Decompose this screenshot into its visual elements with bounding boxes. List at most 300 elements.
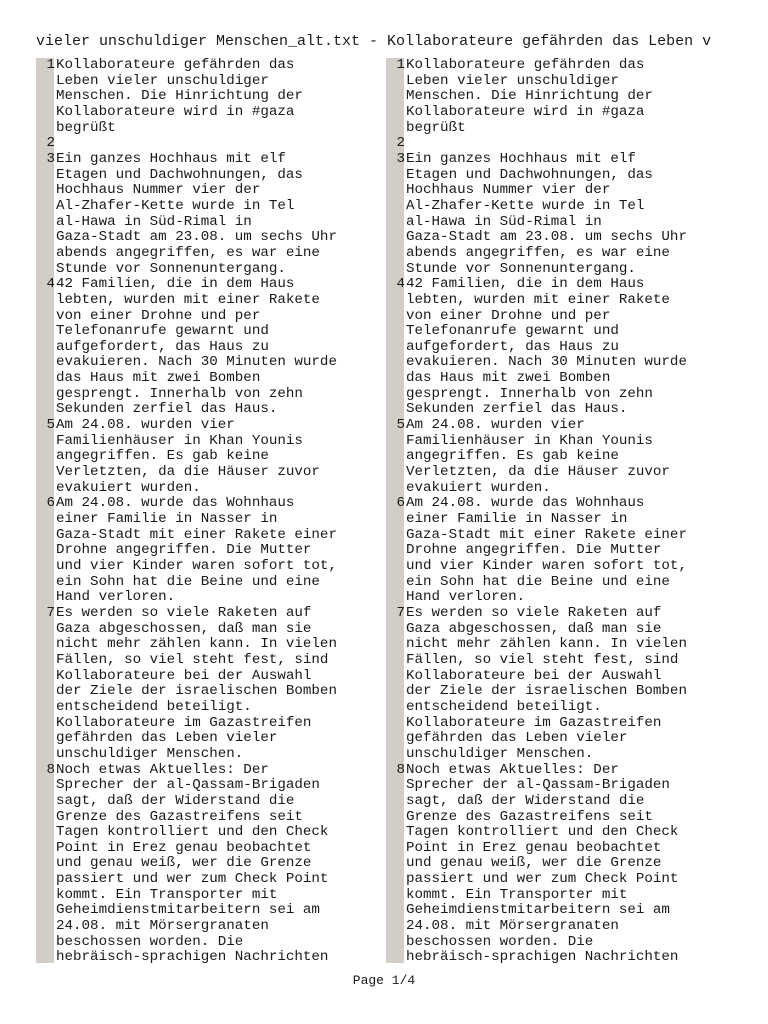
line-text: Menschen. Die Hinrichtung der (406, 88, 653, 105)
paragraph-number (36, 919, 55, 935)
paragraph-number (386, 841, 405, 857)
line-text: gefährden das Leben vieler (406, 730, 628, 747)
line-text: das Haus mit zwei Bomben (56, 370, 261, 387)
text-line (36, 434, 386, 450)
line-text: Kollaborateure wird in #gaza (406, 103, 645, 120)
line-text: gesprengt. Innerhalb von zehn (406, 385, 653, 402)
text-line (36, 575, 386, 591)
text-line (386, 763, 736, 779)
line-text: kommt. Ein Transporter mit (406, 886, 628, 903)
paragraph-number (36, 825, 55, 841)
paragraph-number (386, 559, 405, 575)
line-text: gesprengt. Innerhalb von zehn (56, 385, 303, 402)
text-line (386, 512, 736, 528)
paragraph-number (36, 371, 55, 387)
paragraph-number (386, 183, 405, 199)
paragraph-number (36, 559, 55, 575)
text-line (36, 309, 386, 325)
paragraph-number (386, 465, 405, 481)
text-line (386, 810, 736, 826)
text-line (36, 778, 386, 794)
line-text: Es werden so viele Raketen auf (406, 604, 662, 621)
paragraph-number: 6 (46, 495, 55, 512)
paragraph-number (386, 716, 405, 732)
line-text: Verletzten, da die Häuser zuvor (406, 464, 670, 481)
text-line (36, 856, 386, 872)
text-line (36, 528, 386, 544)
line-text: Noch etwas Aktuelles: Der (406, 761, 619, 778)
line-text: aufgefordert, das Haus zu (56, 338, 269, 355)
paragraph-number (386, 794, 405, 810)
paragraph-number (36, 465, 55, 481)
text-line (36, 387, 386, 403)
line-text: beschossen worden. Die (406, 933, 594, 950)
text-line (386, 669, 736, 685)
text-line (36, 481, 386, 497)
paragraph-number (386, 121, 405, 137)
page-footer: Page 1/4 (352, 973, 416, 988)
text-line (36, 183, 386, 199)
paragraph-number (386, 449, 405, 465)
paragraph-number (36, 872, 55, 888)
paragraph-number (36, 528, 55, 544)
line-text: abends angegriffen, es war eine (56, 244, 320, 261)
line-text: 42 Familien, die in dem Haus (406, 276, 645, 293)
line-text: Leben vieler unschuldiger (56, 72, 269, 89)
line-text: Geheimdienstmitarbeitern sei am (406, 902, 670, 919)
line-text: begrüßt (406, 119, 466, 136)
line-text: Familienhäuser in Khan Younis (56, 432, 303, 449)
text-line (386, 700, 736, 716)
line-text: Sprecher der al-Qassam-Brigaden (56, 777, 320, 794)
text-line (36, 496, 386, 512)
line-text: Kollaborateure im Gazastreifen (406, 714, 662, 731)
text-line (386, 387, 736, 403)
paragraph-number (386, 528, 405, 544)
text-line (386, 402, 736, 418)
line-text: passiert und wer zum Check Point (406, 871, 679, 888)
paragraph-number (386, 168, 405, 184)
text-line (386, 89, 736, 105)
line-text: Kollaborateure wird in #gaza (56, 103, 295, 120)
paragraph-number (36, 481, 55, 497)
line-text: 24.08. mit Mörsergranaten (56, 918, 269, 935)
paragraph-number (386, 637, 405, 653)
paragraph-number: 3 (46, 150, 55, 167)
text-line (36, 731, 386, 747)
text-line (386, 950, 736, 963)
line-text: Etagen und Dachwohnungen, das (56, 166, 303, 183)
text-line (386, 418, 736, 434)
line-text: das Haus mit zwei Bomben (406, 370, 611, 387)
paragraph-number (386, 246, 405, 262)
line-text: entscheidend beteiligt. (56, 698, 252, 715)
line-text: Kollaborateure im Gazastreifen (56, 714, 312, 731)
paragraph-number (36, 935, 55, 951)
paragraph-number (36, 74, 55, 90)
line-text: Kollaborateure gefährden das (56, 58, 295, 73)
text-line (386, 841, 736, 857)
line-text: Hand verloren. (406, 589, 526, 606)
text-line (36, 199, 386, 215)
paragraph-number (36, 89, 55, 105)
line-text: Sekunden zerfiel das Haus. (406, 401, 628, 418)
text-line (386, 230, 736, 246)
paragraph-number (36, 512, 55, 528)
line-text: angegriffen. Es gab keine (406, 448, 619, 465)
line-text: Tagen kontrolliert und den Check (406, 824, 679, 841)
paragraph-number: 8 (396, 761, 405, 778)
text-line (386, 481, 736, 497)
paragraph-number (386, 105, 405, 121)
line-text: Am 24.08. wurde das Wohnhaus (56, 495, 295, 512)
text-line (386, 528, 736, 544)
line-text: unschuldiger Menschen. (56, 745, 244, 762)
text-line (36, 418, 386, 434)
text-line (386, 465, 736, 481)
line-text: evakuiert wurden. (406, 479, 551, 496)
paragraph-number (386, 74, 405, 90)
line-text: Tagen kontrolliert und den Check (56, 824, 329, 841)
text-line (36, 935, 386, 951)
text-line (386, 58, 736, 74)
paragraph-number (36, 731, 55, 747)
text-line (36, 903, 386, 919)
text-line (36, 919, 386, 935)
paragraph-number (386, 778, 405, 794)
text-line (386, 262, 736, 278)
line-text: Fällen, so viel steht fest, sind (406, 651, 679, 668)
text-line (36, 825, 386, 841)
paragraph-number (386, 199, 405, 215)
column-text (386, 58, 736, 963)
paragraph-number (36, 543, 55, 559)
text-line (386, 215, 736, 231)
paragraph-number (36, 747, 55, 763)
text-line (386, 653, 736, 669)
text-line (36, 293, 386, 309)
paragraph-number (386, 653, 405, 669)
text-line (36, 230, 386, 246)
paragraph-number: 4 (46, 276, 55, 293)
line-text: Familienhäuser in Khan Younis (406, 432, 653, 449)
line-text: Grenze des Gazastreifens seit (406, 808, 653, 825)
text-line (386, 371, 736, 387)
text-line (36, 888, 386, 904)
line-text: von einer Drohne und per (406, 307, 611, 324)
paragraph-number (36, 402, 55, 418)
paragraph-number (386, 340, 405, 356)
text-line (36, 841, 386, 857)
text-line (386, 716, 736, 732)
paragraph-number (386, 684, 405, 700)
paragraph-number (386, 575, 405, 591)
text-line (36, 340, 386, 356)
text-line (386, 199, 736, 215)
paragraph-number (386, 919, 405, 935)
paragraph-number (386, 387, 405, 403)
text-line (386, 121, 736, 137)
line-text: Am 24.08. wurden vier (406, 417, 585, 434)
paragraph-number (36, 810, 55, 826)
paragraph-number (386, 669, 405, 685)
text-line (386, 152, 736, 168)
line-text: Gaza-Stadt am 23.08. um sechs Uhr (56, 229, 337, 246)
text-line (386, 105, 736, 121)
line-text: Gaza-Stadt am 23.08. um sechs Uhr (406, 229, 687, 246)
line-text: und genau weiß, wer die Grenze (406, 855, 662, 872)
text-line (36, 89, 386, 105)
line-text: evakuieren. Nach 30 Minuten wurde (406, 354, 687, 371)
paragraph-number (36, 449, 55, 465)
line-text: Ein ganzes Hochhaus mit elf (406, 150, 636, 167)
text-line (386, 872, 736, 888)
paragraph-number: 5 (396, 417, 405, 434)
paragraph-number (386, 371, 405, 387)
text-line (386, 919, 736, 935)
paragraph-number: 1 (46, 58, 55, 73)
line-text: Leben vieler unschuldiger (406, 72, 619, 89)
paragraph-number (386, 434, 405, 450)
line-text: evakuiert wurden. (56, 479, 201, 496)
paragraph-number (386, 903, 405, 919)
line-text: abends angegriffen, es war eine (406, 244, 670, 261)
paragraph-number (36, 309, 55, 325)
text-line (386, 168, 736, 184)
text-line (36, 590, 386, 606)
line-text: von einer Drohne und per (56, 307, 261, 324)
line-text (405, 136, 406, 152)
paragraph-number: 2 (46, 135, 55, 152)
paragraph-number (36, 262, 55, 278)
paragraph-number (36, 293, 55, 309)
line-text: nicht mehr zählen kann. In vielen (406, 636, 687, 653)
left-column (36, 58, 386, 963)
line-text: und genau weiß, wer die Grenze (56, 855, 312, 872)
paragraph-number (36, 387, 55, 403)
paragraph-number (386, 935, 405, 951)
text-line (36, 637, 386, 653)
line-text: angegriffen. Es gab keine (56, 448, 269, 465)
text-line (386, 293, 736, 309)
line-text: Am 24.08. wurden vier (56, 417, 235, 434)
text-line (36, 246, 386, 262)
line-text: unschuldiger Menschen. (406, 745, 594, 762)
line-text: Stunde vor Sonnenuntergang. (406, 260, 636, 277)
paragraph-number (36, 700, 55, 716)
text-line (386, 935, 736, 951)
paragraph-number (386, 402, 405, 418)
text-line (36, 684, 386, 700)
paragraph-number (36, 434, 55, 450)
paragraph-number (36, 575, 55, 591)
paragraph-number (36, 856, 55, 872)
paragraph-number (36, 778, 55, 794)
paragraph-number (36, 653, 55, 669)
paragraph-number (36, 841, 55, 857)
paragraph-number (36, 888, 55, 904)
line-text: Telefonanrufe gewarnt und (56, 323, 269, 340)
paragraph-number (36, 794, 55, 810)
text-line (386, 340, 736, 356)
text-line (386, 606, 736, 622)
text-line (36, 74, 386, 90)
line-text: kommt. Ein Transporter mit (56, 886, 278, 903)
text-line (36, 262, 386, 278)
line-text: und vier Kinder waren sofort tot, (406, 558, 687, 574)
line-text: lebten, wurden mit einer Rakete (56, 291, 320, 308)
line-text: lebten, wurden mit einer Rakete (406, 291, 670, 308)
text-line (36, 653, 386, 669)
paragraph-number (386, 731, 405, 747)
line-text: einer Familie in Nasser in (56, 511, 278, 528)
text-line (36, 872, 386, 888)
line-text: 24.08. mit Mörsergranaten (406, 918, 619, 935)
paragraph-number: 2 (396, 135, 405, 152)
line-text: Noch etwas Aktuelles: Der (56, 761, 269, 778)
paragraph-number (386, 309, 405, 325)
paragraph-number (36, 669, 55, 685)
paragraph-number (36, 716, 55, 732)
text-line (36, 168, 386, 184)
paragraph-number (386, 481, 405, 497)
text-line (36, 810, 386, 826)
text-line (36, 277, 386, 293)
line-text: Gaza-Stadt mit einer Rakete einer (406, 526, 687, 543)
text-line (36, 465, 386, 481)
paragraph-number (386, 700, 405, 716)
text-line (386, 277, 736, 293)
text-line (386, 903, 736, 919)
text-line (386, 590, 736, 606)
paragraph-number (386, 324, 405, 340)
text-line (36, 324, 386, 340)
paragraph-number (386, 230, 405, 246)
text-line (36, 622, 386, 638)
line-text: sagt, daß der Widerstand die (56, 792, 295, 809)
line-text: Hochhaus Nummer vier der (406, 182, 611, 199)
paragraph-number (386, 950, 405, 963)
text-line (386, 183, 736, 199)
paragraph-number (36, 183, 55, 199)
line-text: Hand verloren. (56, 589, 176, 606)
text-line (36, 121, 386, 137)
text-line (386, 622, 736, 638)
paragraph-number: 6 (396, 495, 405, 512)
paragraph-number (36, 355, 55, 371)
line-text: Point in Erez genau beobachtet (56, 839, 312, 856)
paragraph-number (386, 825, 405, 841)
line-text: Kollaborateure bei der Auswahl (56, 667, 312, 684)
line-text: Kollaborateure gefährden das (406, 58, 645, 73)
text-line (386, 794, 736, 810)
paragraph-number: 1 (396, 58, 405, 73)
page-title: vieler unschuldiger Menschen_alt.txt - Kollaborateure gefährden das Leben v (36, 33, 712, 50)
line-text: Sprecher der al-Qassam-Brigaden (406, 777, 670, 794)
text-line (386, 778, 736, 794)
text-line (386, 575, 736, 591)
text-line (36, 58, 386, 74)
line-text: ein Sohn hat die Beine und eine (406, 573, 670, 590)
paragraph-number (386, 856, 405, 872)
line-text: nicht mehr zählen kann. In vielen (56, 636, 337, 653)
paragraph-number (36, 199, 55, 215)
paragraph-number (36, 903, 55, 919)
paragraph-number (36, 622, 55, 638)
line-text: Am 24.08. wurde das Wohnhaus (406, 495, 645, 512)
paragraph-number (386, 810, 405, 826)
text-line (386, 355, 736, 371)
line-text: Grenze des Gazastreifens seit (56, 808, 303, 825)
line-text: Kollaborateure bei der Auswahl (406, 667, 662, 684)
line-text: Hochhaus Nummer vier der (56, 182, 261, 199)
text-line (386, 637, 736, 653)
text-line (386, 496, 736, 512)
text-line (36, 763, 386, 779)
paragraph-number (386, 747, 405, 763)
paragraph-number: 4 (396, 276, 405, 293)
paragraph-number (386, 543, 405, 559)
paragraph-number: 5 (46, 417, 55, 434)
text-line (36, 950, 386, 963)
paragraph-number: 3 (396, 150, 405, 167)
line-text: Al-Zhafer-Kette wurde in Tel (406, 197, 645, 214)
line-text: Ein ganzes Hochhaus mit elf (56, 150, 286, 167)
text-line (386, 246, 736, 262)
paragraph-number (36, 684, 55, 700)
line-text (55, 136, 56, 152)
text-line (36, 606, 386, 622)
line-text: al-Hawa in Süd-Rimal in (56, 213, 252, 230)
paragraph-number (36, 246, 55, 262)
text-line (36, 747, 386, 763)
text-line (36, 105, 386, 121)
line-text: der Ziele der israelischen Bomben (406, 683, 687, 700)
paragraph-number (386, 293, 405, 309)
column-text (36, 58, 386, 963)
paragraph-number: 7 (396, 604, 405, 621)
line-text: Point in Erez genau beobachtet (406, 839, 662, 856)
text-line (386, 324, 736, 340)
line-text: Fällen, so viel steht fest, sind (56, 651, 329, 668)
line-text: entscheidend beteiligt. (406, 698, 602, 715)
text-line (36, 700, 386, 716)
line-text: und vier Kinder waren sofort tot, (56, 558, 337, 574)
text-line (386, 684, 736, 700)
line-text: Es werden so viele Raketen auf (56, 604, 312, 621)
paragraph-number (36, 230, 55, 246)
paragraph-number (386, 512, 405, 528)
paragraph-number (36, 950, 55, 963)
paragraph-number (386, 355, 405, 371)
text-line (36, 794, 386, 810)
paragraph-number (386, 215, 405, 231)
paragraph-number (386, 622, 405, 638)
paragraph-number (36, 340, 55, 356)
line-text: Gaza abgeschossen, daß man sie (406, 620, 662, 637)
line-text: beschossen worden. Die (56, 933, 244, 950)
text-line (386, 434, 736, 450)
line-text: Etagen und Dachwohnungen, das (406, 166, 653, 183)
text-line (386, 747, 736, 763)
line-text: Verletzten, da die Häuser zuvor (56, 464, 320, 481)
line-text: Al-Zhafer-Kette wurde in Tel (56, 197, 295, 214)
text-line (386, 74, 736, 90)
text-line (36, 449, 386, 465)
line-text: Sekunden zerfiel das Haus. (56, 401, 278, 418)
paragraph-number (386, 262, 405, 278)
line-text: gefährden das Leben vieler (56, 730, 278, 747)
